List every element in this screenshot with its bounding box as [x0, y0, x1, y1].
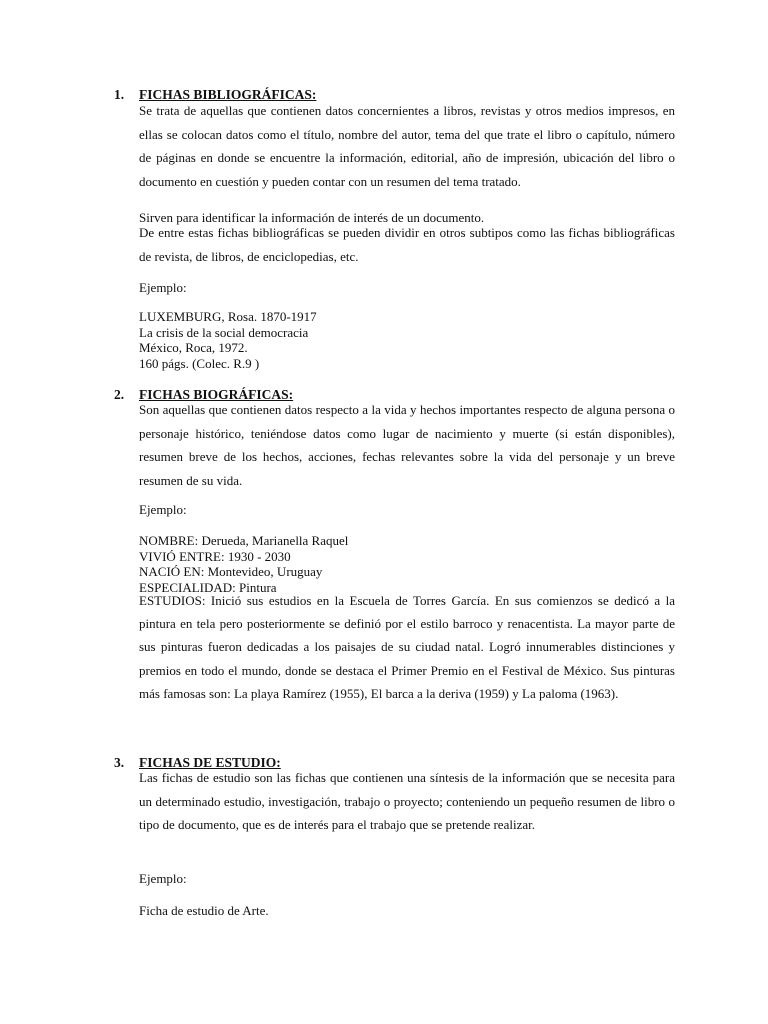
example-line: NOMBRE: Derueda, Marianella Raquel	[139, 533, 349, 548]
section-paragraph: Las fichas de estudio son las fichas que contienen una síntesis de la información que se necesita para un determinado estudio, investigación, trabajo o proyecto; conteniendo un pequeño resumen de libro o tipo de documento, que es de interés para el trabajo que se pretende realizar.	[139, 770, 675, 832]
example-line: 160 págs. (Colec. R.9 )	[139, 355, 260, 371]
example-line: La crisis de la social democracia	[139, 324, 309, 340]
example-line: VIVIÓ ENTRE: 1930 - 2030	[139, 548, 291, 564]
example-biography	[139, 533, 675, 595]
example-text: Ficha de estudio de Arte.	[139, 903, 269, 918]
example-label: Ejemplo:	[139, 871, 187, 886]
example-line: ESPECIALIDAD: Pintura	[139, 579, 277, 595]
section-title: FICHAS DE ESTUDIO:	[139, 755, 281, 770]
example-line: México, Roca, 1972.	[139, 340, 248, 356]
section-title: FICHAS BIBLIOGRÁFICAS:	[139, 87, 317, 102]
example-label: Ejemplo:	[139, 502, 187, 517]
section-number: 2.	[114, 387, 125, 402]
example-reference	[139, 309, 675, 371]
section-number: 1.	[114, 87, 125, 102]
example-line: LUXEMBURG, Rosa. 1870-1917	[139, 309, 317, 324]
example-label: Ejemplo:	[139, 280, 187, 295]
section-number: 3.	[114, 755, 125, 770]
example-studies: ESTUDIOS: Inició sus estudios en la Escuela de Torres García. En sus comienzos se dedicó a la pintura en tela pero posteriormente se definió por el estilo barroco y renacentista. La mayor parte de sus pinturas fueron dedicadas a los paisajes de su ciudad natal. Logró innumerables distinciones y premios en todo el mundo, donde se destaca el Primer Premio en el Festival de México. Sus pinturas más famosas son: La playa Ramírez (1955), El barca a la deriva (1959) y La paloma (1963).	[139, 593, 675, 701]
section-paragraph: Sirven para identificar la información de interés de un documento.	[139, 210, 485, 225]
section-paragraph: Son aquellas que contienen datos respecto a la vida y hechos importantes respecto de alguna persona o personaje histórico, teniéndose datos como lugar de nacimiento y muerte (si están disponibles), resumen breve de los hechos, acciones, fechas relevantes sobre la vida del personaje y un breve resumen de su vida.	[139, 402, 675, 488]
section-paragraph: De entre estas fichas bibliográficas se pueden dividir en otros subtipos como las fichas bibliográficas de revista, de libros, de enciclopedias, etc.	[139, 225, 675, 264]
example-line: NACIÓ EN: Montevideo, Uruguay	[139, 564, 323, 580]
section-paragraph: Se trata de aquellas que contienen datos concernientes a libros, revistas y otros medios impresos, en ellas se colocan datos como el título, nombre del autor, tema del que trate el libro o capítulo, número de páginas en donde se encuentre la información, editorial, año de impresión, ubicación del libro o documento en cuestión y pueden contar con un resumen del tema tratado.	[139, 103, 675, 189]
section-title: FICHAS BIOGRÁFICAS:	[139, 387, 294, 402]
